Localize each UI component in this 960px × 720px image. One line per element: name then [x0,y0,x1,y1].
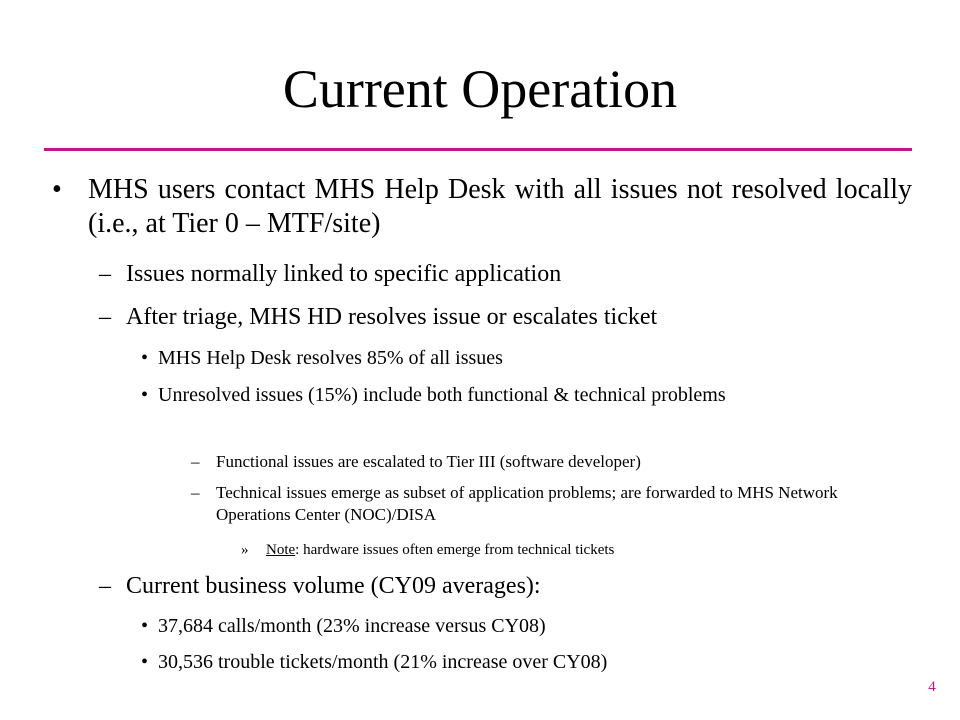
bullet-text: 37,684 calls/month (23% increase versus CY08) [158,615,546,637]
bullet-level4 [191,451,906,473]
bullet-marker: – [99,573,111,599]
bullet-text: MHS Help Desk resolves 85% of all issues [158,347,503,369]
bullet-level2 [99,571,906,601]
bullet-marker: • [141,651,149,673]
bullet-marker: – [191,452,200,471]
page-number: 4 [928,679,936,695]
bullet-text: : hardware issues often emerge from technical tickets [295,542,615,558]
bullet-level5 [241,540,906,560]
bullet-marker: – [191,483,200,502]
note-label: Note [266,542,296,558]
bullet-level3 [141,650,898,675]
bullet-marker: – [99,261,111,287]
bullet-level2 [99,302,906,332]
bullet-text: Unresolved issues (15%) include both functional & technical problems [158,384,726,406]
bullet-text: Issues normally linked to specific application [126,261,562,287]
bullet-level3 [141,383,898,408]
bullet-level4 [191,482,906,526]
bullet-marker: • [141,615,149,637]
bullet-marker: – [99,304,111,330]
bullet-level1 [52,173,912,241]
bullet-level3 [141,346,898,371]
bullet-text: Functional issues are escalated to Tier III (software developer) [216,452,641,471]
bullet-level2 [99,259,906,289]
bullet-marker: • [141,384,149,406]
bullet-marker: » [241,542,249,558]
bullet-text: MHS users contact MHS Help Desk with all issues not resolved locally (i.e., at Tier 0 – MTF/site) [88,174,912,239]
bullet-marker: • [141,347,149,369]
bullet-text: Technical issues emerge as subset of application problems; are forwarded to MHS Network Operations Center (NOC)/DISA [216,483,838,524]
bullet-text: 30,536 trouble tickets/month (21% increase over CY08) [158,651,608,673]
bullet-level3 [141,614,898,639]
bullet-marker: • [52,174,62,205]
bullet-text: Current business volume (CY09 averages): [126,573,541,599]
bullet-text: After triage, MHS HD resolves issue or escalates ticket [126,304,658,330]
slide-title: Current Operation [282,59,678,119]
